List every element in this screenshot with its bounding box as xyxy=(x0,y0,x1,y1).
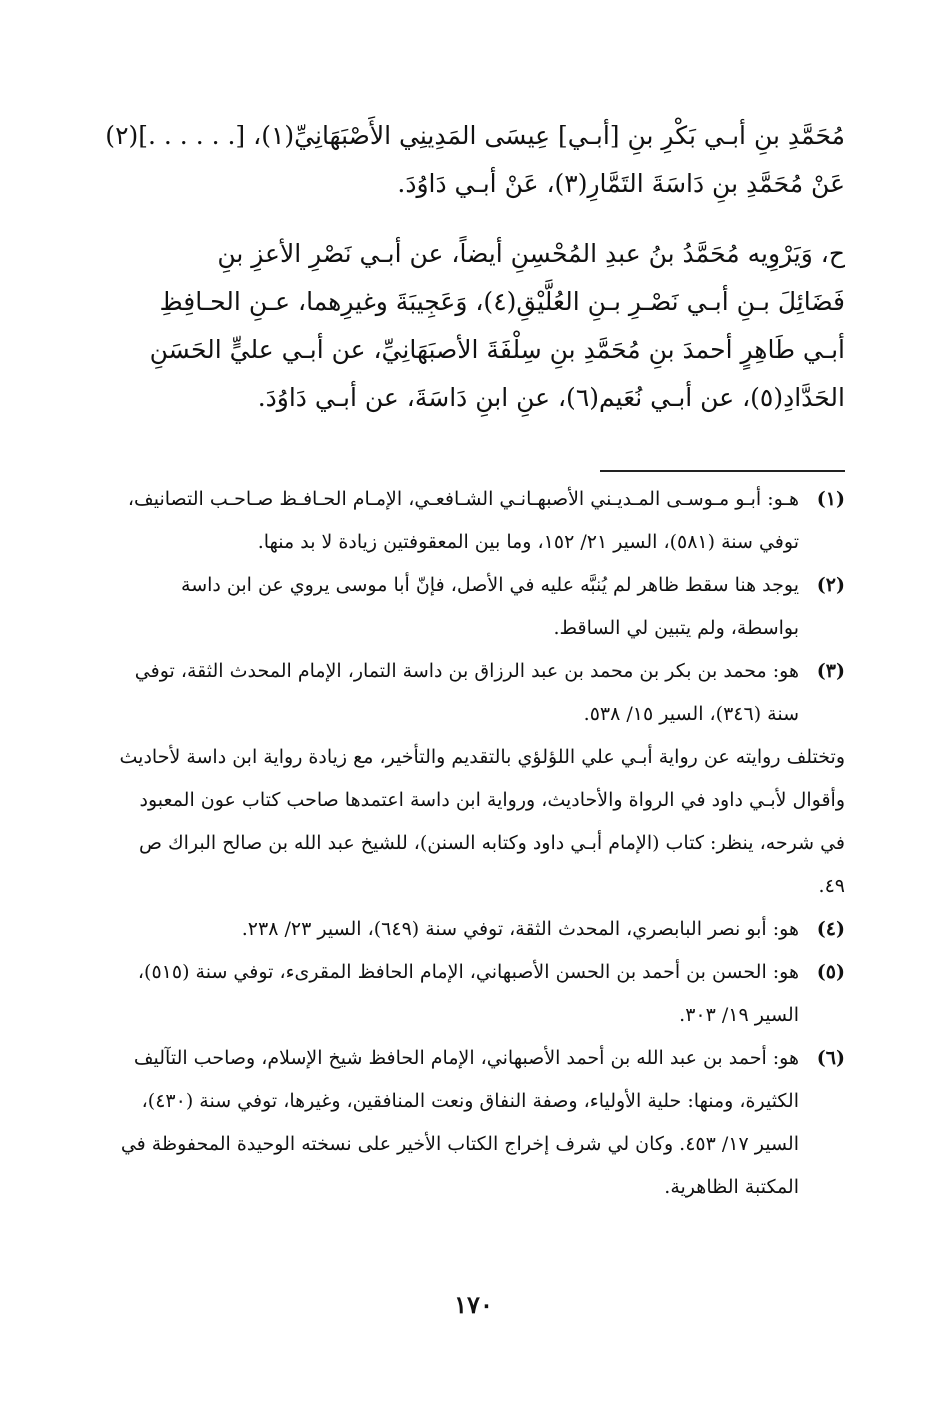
main-line: عَنْ مُحَمَّدِ بنِ دَاسَةَ التَمَّارِ(٣)، عَنْ أبـي دَاوُدَ. xyxy=(397,169,845,198)
footnote-text: هو: أحمد بن عبد الله بن أحمد الأصبهاني، الإمام الحافظ شيخ الإسلام، وصاحب التآليف الكثيرة، ومنها: حلية الأولياء، وصفة النفاق ونعت المنافقين، وغيرها، توفي سنة (٤٣٠)، السير ١٧/ ٤٥٣. وكان لي شرف إخراج الكتاب الأخير على نسخته الوحيدة المحفوظة في المكتبة الظاهرية. xyxy=(120,1047,799,1198)
footnote-text: هو: محمد بن بكر بن محمد بن عبد الرزاق بن داسة التمار، الإمام المحدث الثقة، توفي سنة (٣٤٦)، السير ١٥/ ٥٣٨. xyxy=(134,660,799,725)
main-paragraph-1 xyxy=(105,112,845,208)
footnote-text: هو: الحسن بن أحمد بن الحسن الأصبهاني، الإمام الحافظ المقرىء، توفي سنة (٥١٥)، السير ١٩/ ٣٠٣. xyxy=(137,961,799,1026)
main-line: الحَدَّادِ(٥)، عن أبـي نُعَيم(٦)، عنِ ابنِ دَاسَةَ، عن أبـي دَاوُدَ. xyxy=(257,383,845,412)
footnote-text: هـو: أبـو مـوسـى المـديـني الأصبهـانـي الشـافعـي، الإمـام الحـافـظ صـاحـب التصانيف، توفي سنة (٥٨١)، السير ٢١/ ١٥٢، وما بين المعقوفتين زيادة لا بد منها. xyxy=(127,488,799,553)
footnote-divider xyxy=(600,470,845,472)
footnote-number: (٥) xyxy=(816,961,845,983)
footnote-text: يوجد هنا سقط ظاهر لم يُنبَّه عليه في الأصل، فإنّ أبا موسى يروي عن ابن داسة بواسطة، ولم يتبين لي الساقط. xyxy=(181,574,799,639)
footnote-number: (١) xyxy=(816,488,845,510)
main-text xyxy=(105,112,845,422)
main-line: مُحَمَّدِ بنِ أبـي بَكْرِ بنِ [أبـي] عِيسَى المَدِينِي الأَصْبَهَانِيِّ(١)، [. . . . . .](٢) xyxy=(105,121,845,150)
main-paragraph-2 xyxy=(110,230,845,422)
footnote-2 xyxy=(112,564,845,650)
footnote-number: (٦) xyxy=(816,1047,845,1069)
footnote-1 xyxy=(112,478,845,564)
page-number: ١٧٠ xyxy=(454,1290,493,1319)
footnote-text: هو: أبو نصر البابصري، المحدث الثقة، توفي سنة (٦٤٩)، السير ٢٣/ ٢٣٨. xyxy=(241,918,799,940)
footnote-3-continuation: وتختلف روايته عن رواية أبـي علي اللؤلؤي بالتقديم والتأخير، مع زيادة رواية ابن داسة لأحاديث وأقوال لأبـي داود في الرواة والأحاديث، ورواية ابن داسة اعتمدها صاحب كتاب عون المعبود في شرحه، ينظر: كتاب (الإمام أبـي داود وكتابه السنن)، للشيخ عبد الله بن صالح البراك ص ٤٩. xyxy=(119,746,845,897)
main-line: أبـي طَاهِرٍ أحمدَ بنِ مُحَمَّدِ بنِ سِلْفَةَ الأصبَهَانِيِّ، عن أبـي عليٍّ الحَسَنِ xyxy=(149,335,845,364)
footnote-number: (٤) xyxy=(816,918,845,940)
footnote-number: (٣) xyxy=(816,660,845,682)
footnote-5 xyxy=(112,951,845,1037)
footnotes xyxy=(112,478,845,1209)
footnote-3 xyxy=(112,650,845,736)
footnote-4 xyxy=(112,908,845,951)
footnote-number: (٢) xyxy=(816,574,845,596)
main-line: ح، وَيَرْوِيه مُحَمَّدُ بنُ عبدِ المُحْسِنِ أيضاً، عن أبـي نَصْرِ الأعزِ بنِ xyxy=(217,239,845,268)
main-line: فَضَائِلَ بـنِ أبـي نَصْـرِ بـنِ العُلَّيْقِ(٤)، وَعَجِيبَةَ وغيرِهما، عـنِ الحـافِظِ xyxy=(159,287,845,316)
footnote-6 xyxy=(112,1037,845,1209)
